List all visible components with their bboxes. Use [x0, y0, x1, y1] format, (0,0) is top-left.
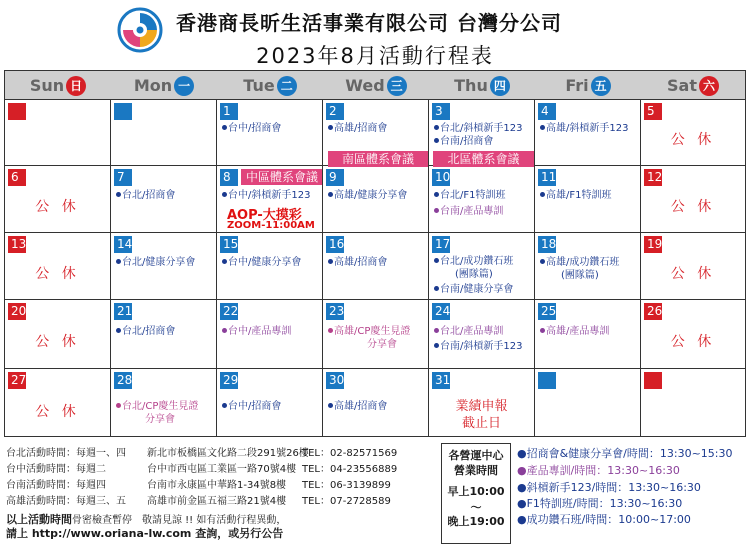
- bullet-icon: [540, 328, 545, 333]
- calendar-cell-19: [641, 233, 745, 300]
- calendar-cell-24: [429, 300, 535, 369]
- event-subtext: (團隊篇): [561, 270, 599, 281]
- event-text: 台北/CP慶生見證: [122, 401, 199, 412]
- event-item: [222, 325, 291, 338]
- bullet-icon: [328, 259, 333, 264]
- location-tainan: [6, 479, 391, 492]
- event-text: 高雄/招商會: [334, 257, 388, 268]
- day-number: 11: [538, 169, 556, 186]
- day-marker: [538, 372, 556, 389]
- day-number: 10: [432, 169, 450, 186]
- location-address: 台中市西屯區工業區一路70號4樓: [147, 464, 297, 475]
- day-number: 12: [644, 169, 662, 186]
- bullet-icon: [328, 328, 333, 333]
- event-text: 高雄/F1特訓班: [546, 190, 612, 201]
- event-item: [540, 122, 628, 135]
- location-time: 台中活動時間：每週二: [6, 464, 106, 475]
- day-number: 16: [326, 236, 344, 253]
- day-number: 29: [220, 372, 238, 389]
- event-item: [328, 400, 387, 413]
- event-item: [328, 256, 387, 269]
- day-number: 7: [114, 169, 132, 186]
- event-item: [222, 256, 301, 269]
- day-number: 3: [432, 103, 450, 120]
- bullet-icon: [222, 403, 227, 408]
- calendar-cell-empty: [111, 100, 217, 166]
- day-number: 20: [8, 303, 26, 320]
- weekday-label: Tue: [243, 76, 275, 95]
- weekday-badge: 四: [490, 76, 510, 96]
- footer-website-note: [6, 525, 283, 541]
- event-item: [328, 122, 387, 135]
- calendar-cell-9: [323, 166, 429, 233]
- bullet-icon: [222, 259, 227, 264]
- location-address: 高雄市前金區五福三路21號4樓: [147, 496, 287, 507]
- event-item: [434, 122, 522, 135]
- event-text: 高雄/健康分享會: [334, 190, 408, 201]
- event-text: 台北/招商會: [122, 326, 176, 337]
- bullet-icon: [434, 138, 439, 143]
- holiday-label: 公 休: [670, 132, 716, 148]
- hours-title-line2: 營業時間: [454, 464, 498, 477]
- day-number: 26: [644, 303, 662, 320]
- holiday-label: 公 休: [35, 334, 80, 350]
- event-item: [434, 283, 513, 296]
- legend-item: ●產品專訓/時間：13:30~16:30: [517, 464, 680, 477]
- weekday-label: Wed: [345, 76, 385, 95]
- calendar-cell-26: [641, 300, 745, 369]
- bullet-icon: [434, 343, 439, 348]
- bullet-icon: [540, 259, 545, 264]
- bullet-icon: [434, 192, 439, 197]
- location-tel: TEL：04-23556889: [302, 464, 398, 475]
- meeting-banner-north: 北區體系會議: [433, 151, 534, 167]
- calendar-cell-16: [323, 233, 429, 300]
- event-item: [222, 189, 310, 202]
- header: [0, 0, 750, 68]
- bullet-icon: [540, 125, 545, 130]
- calendar-cell-empty: [535, 369, 641, 436]
- calendar-cell-20: [5, 300, 111, 369]
- event-item: [222, 400, 281, 413]
- day-number: 25: [538, 303, 556, 320]
- bullet-icon: [116, 328, 121, 333]
- aop-draw-label: AOP-大摸彩: [227, 208, 302, 223]
- calendar-cell-12: [641, 166, 745, 233]
- hours-close: 晚上19:00: [447, 515, 505, 528]
- calendar-cell-7: [111, 166, 217, 233]
- holiday-label: 公 休: [35, 199, 80, 215]
- day-number: 21: [114, 303, 132, 320]
- bullet-icon: [222, 125, 227, 130]
- footer-note-bold: 以上活動時間: [6, 513, 72, 526]
- event-text: 高雄/招商會: [334, 123, 388, 134]
- calendar-cell-10: [429, 166, 535, 233]
- day-marker: [8, 103, 26, 120]
- event-text: 台北/斜槓新手123: [440, 123, 523, 134]
- day-number: 27: [8, 372, 26, 389]
- location-tel: TEL：02-82571569: [302, 448, 398, 459]
- day-number: 2: [326, 103, 344, 120]
- weekday-badge: 一: [174, 76, 194, 96]
- event-item: [434, 205, 503, 218]
- calendar-cell-empty: [641, 369, 745, 436]
- bullet-icon: [328, 125, 333, 130]
- calendar-cell-8: [217, 166, 323, 233]
- day-number: 18: [538, 236, 556, 253]
- bullet-icon: [328, 403, 333, 408]
- weekday-label: Fri: [565, 76, 589, 95]
- day-number: 28: [114, 372, 132, 389]
- day-number: 4: [538, 103, 556, 120]
- meeting-banner-south: 南區體系會議: [328, 151, 428, 167]
- event-text: 高雄/斜槓新手123: [546, 123, 629, 134]
- event-item: [434, 255, 513, 268]
- day-number: 17: [432, 236, 450, 253]
- hours-open: 早上10:00: [447, 485, 505, 498]
- calendar-cell-29: [217, 369, 323, 436]
- weekday-thu: [429, 71, 535, 100]
- location-tel: TEL：07-2728589: [302, 496, 391, 507]
- legend-item: ●成功鑽石班/時間：10:00~17:00: [517, 513, 691, 526]
- day-number: 13: [8, 236, 26, 253]
- bullet-icon: [434, 258, 439, 263]
- weekday-tue: [217, 71, 323, 100]
- event-text: 台中/招商會: [228, 123, 282, 134]
- event-text: 台北/產品專訓: [440, 326, 504, 337]
- event-item: [222, 122, 281, 135]
- weekday-label: Sat: [667, 76, 697, 95]
- event-item: [540, 189, 611, 202]
- event-item: [540, 256, 619, 269]
- event-text: 台南/招商會: [440, 136, 494, 147]
- weekday-badge: 五: [591, 76, 611, 96]
- day-number: 8: [220, 169, 238, 186]
- event-item: [116, 400, 198, 413]
- day-number: 5: [644, 103, 662, 120]
- event-item: [434, 340, 522, 353]
- day-number: 9: [326, 169, 344, 186]
- event-item: [116, 325, 175, 338]
- footer: [0, 440, 750, 550]
- calendar-cell-21: [111, 300, 217, 369]
- holiday-label: 公 休: [670, 199, 716, 215]
- calendar-cell-25: [535, 300, 641, 369]
- company-name: 香港商長昕生活事業有限公司 台灣分公司: [176, 11, 562, 35]
- calendar-cell-13: [5, 233, 111, 300]
- meeting-banner-central: 中區體系會議: [241, 169, 323, 185]
- weekday-badge: 日: [66, 76, 86, 96]
- deadline-note-line1: 業績申報: [455, 399, 508, 414]
- bullet-icon: [222, 192, 227, 197]
- calendar-cell-empty: [5, 100, 111, 166]
- event-text: 台中/招商會: [228, 401, 282, 412]
- calendar-cell-14: [111, 233, 217, 300]
- weekday-fri: [535, 71, 641, 100]
- calendar-cell-18: [535, 233, 641, 300]
- weekday-wed: [323, 71, 429, 100]
- event-item: [116, 189, 175, 202]
- location-kaohsiung: [6, 495, 391, 508]
- legend-item: ●斜槓新手123/時間：13:30~16:30: [517, 481, 701, 494]
- hours-tilde: ～: [470, 501, 482, 514]
- location-time: 台北活動時間：每週一、四: [6, 448, 126, 459]
- holiday-label: 公 休: [670, 266, 716, 282]
- day-number: 31: [432, 372, 450, 389]
- calendar-cell-23: [323, 300, 429, 369]
- event-item: [434, 189, 505, 202]
- event-item: [328, 189, 407, 202]
- calendar-cell-1: [217, 100, 323, 166]
- bullet-icon: [116, 403, 121, 408]
- weekday-mon: [111, 71, 217, 100]
- day-number: 15: [220, 236, 238, 253]
- event-text: 台中/斜槓新手123: [228, 190, 311, 201]
- event-subtext: 分享會: [367, 339, 397, 350]
- event-item: [434, 135, 493, 148]
- location-taichung: [6, 463, 397, 476]
- bullet-icon: [434, 328, 439, 333]
- bullet-icon: [434, 286, 439, 291]
- hours-title-line1: 各營運中心: [448, 449, 504, 462]
- day-marker: [114, 103, 132, 120]
- event-text: 台南/斜槓新手123: [440, 341, 523, 352]
- event-text: 台中/產品專訓: [228, 326, 292, 337]
- event-text: 台北/F1特訓班: [440, 190, 506, 201]
- event-item: [434, 325, 503, 338]
- event-text: 高雄/產品專訓: [546, 326, 610, 337]
- deadline-note-line2: 截止日: [461, 416, 501, 431]
- weekday-label: Sun: [29, 76, 65, 95]
- weekday-sat: [641, 71, 745, 100]
- weekday-header-row: [5, 71, 745, 100]
- holiday-label: 公 休: [35, 404, 80, 420]
- bullet-icon: [434, 125, 439, 130]
- location-tel: TEL：06-3139899: [302, 480, 391, 491]
- event-item: [540, 325, 609, 338]
- weekday-label: Thu: [454, 76, 488, 95]
- page-title: 2023年8月活動行程表: [256, 44, 494, 68]
- calendar-cell-27: [5, 369, 111, 436]
- event-item: [328, 325, 410, 338]
- day-number: 30: [326, 372, 344, 389]
- footer-note-text: 骨密檢查暫停 敬請見諒 !! 如有活動行程異動，: [72, 515, 287, 526]
- event-text: 台北/健康分享會: [122, 257, 196, 268]
- event-text: 台南/健康分享會: [440, 284, 514, 295]
- day-number: 24: [432, 303, 450, 320]
- holiday-label: 公 休: [670, 334, 716, 350]
- weekday-badge: 三: [387, 76, 407, 96]
- weekday-badge: 二: [277, 76, 297, 96]
- event-text: 台南/產品專訓: [440, 206, 504, 217]
- calendar-cell-5: [641, 100, 745, 166]
- calendar-cell-22: [217, 300, 323, 369]
- event-text: 高雄/CP慶生見證: [334, 326, 411, 337]
- holiday-label: 公 休: [35, 266, 80, 282]
- event-item: [116, 256, 195, 269]
- event-text: 台北/招商會: [122, 190, 176, 201]
- event-text: 台中/健康分享會: [228, 257, 302, 268]
- weekday-label: Mon: [133, 76, 173, 95]
- location-address: 台南市永康區中華路1-34號8樓: [147, 480, 287, 491]
- day-number: 6: [8, 169, 26, 186]
- bullet-icon: [540, 192, 545, 197]
- event-subtext: 分享會: [145, 414, 175, 425]
- bullet-icon: [222, 328, 227, 333]
- zoom-time-label: ZOOM-11:00AM: [227, 220, 315, 231]
- footer-website-text: 請上 http://www.oriana-lw.com 查詢，或另行公告: [6, 527, 284, 540]
- legend-item: ●招商會&健康分享會/時間：13:30~15:30: [517, 447, 733, 460]
- calendar-cell-17: [429, 233, 535, 300]
- location-time: 高雄活動時間：每週三、五: [6, 496, 126, 507]
- day-number: 23: [326, 303, 344, 320]
- calendar-cell-30: [323, 369, 429, 436]
- weekday-sun: [5, 71, 111, 100]
- calendar-grid: [4, 70, 746, 437]
- weekday-badge: 六: [699, 76, 719, 96]
- location-address: 新北市板橋區文化路二段291號26樓: [147, 448, 309, 459]
- bullet-icon: [116, 259, 121, 264]
- event-text: 高雄/成功鑽石班: [546, 257, 620, 268]
- calendar-cell-15: [217, 233, 323, 300]
- legend-item: ●F1特訓班/時間：13:30~16:30: [517, 497, 683, 510]
- calendar-cell-6: [5, 166, 111, 233]
- event-text: 高雄/招商會: [334, 401, 388, 412]
- bullet-icon: [116, 192, 121, 197]
- calendar-cell-4: [535, 100, 641, 166]
- day-number: 19: [644, 236, 662, 253]
- location-time: 台南活動時間：每週四: [6, 480, 106, 491]
- day-marker: [644, 372, 662, 389]
- calendar-cell-11: [535, 166, 641, 233]
- calendar-cell-31: [429, 369, 535, 436]
- event-subtext: (團隊篇): [455, 269, 493, 280]
- day-number: 14: [114, 236, 132, 253]
- event-text: 台北/成功鑽石班: [440, 256, 514, 267]
- day-number: 1: [220, 103, 238, 120]
- business-hours-box: [441, 443, 511, 544]
- location-taipei: [6, 447, 397, 460]
- calendar-cell-28: [111, 369, 217, 436]
- bullet-icon: [434, 208, 439, 213]
- day-number: 22: [220, 303, 238, 320]
- bullet-icon: [328, 192, 333, 197]
